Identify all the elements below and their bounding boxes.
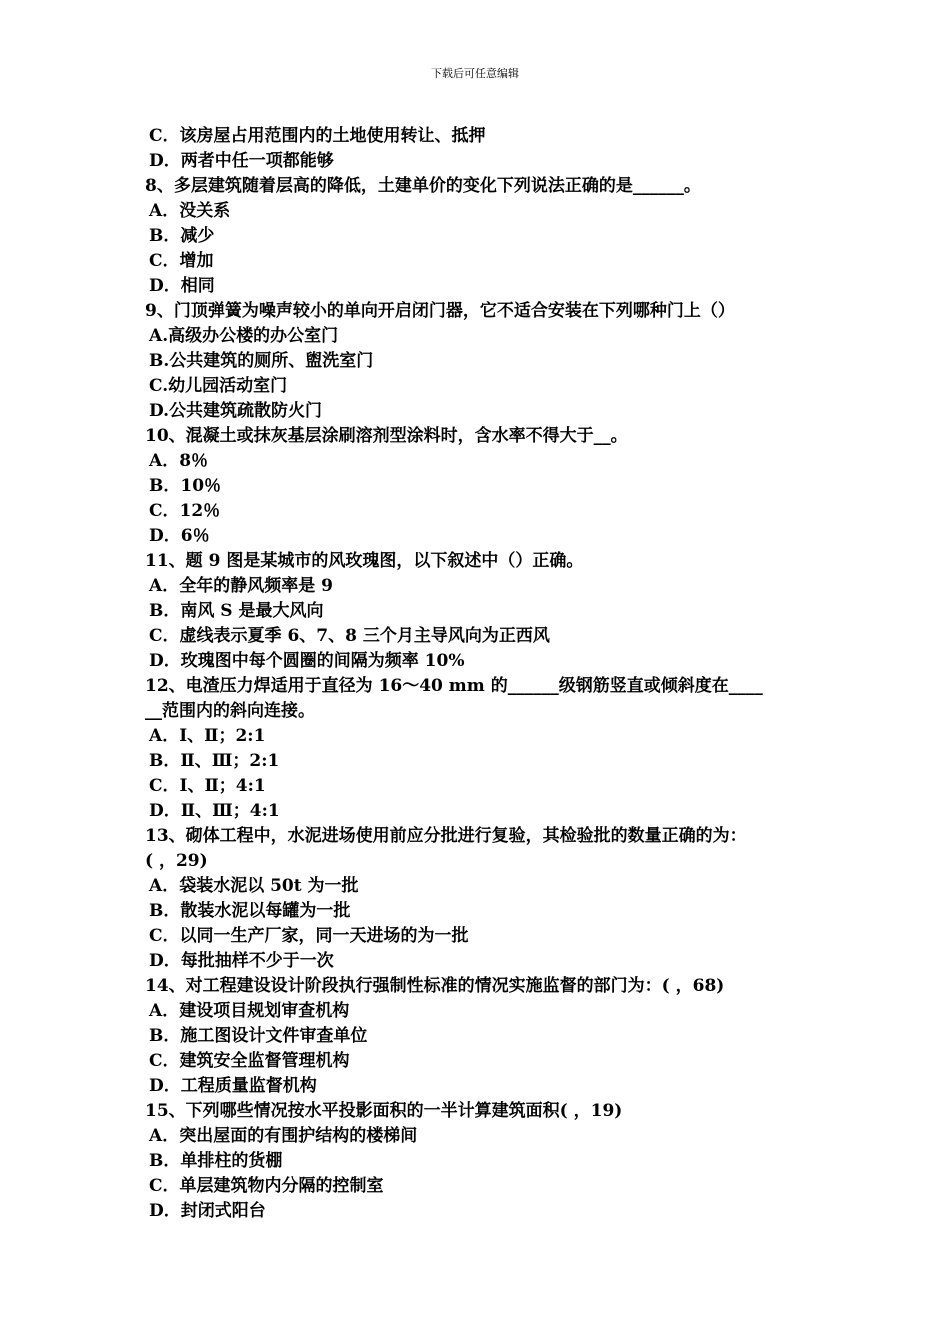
answer-option: D．两者中任一项都能够: [149, 151, 334, 171]
document-body: [145, 124, 825, 1224]
answer-option: A．没关系: [149, 201, 231, 221]
answer-option: D.公共建筑疏散防火门: [149, 401, 323, 421]
answer-option: B．Ⅱ、Ⅲ；2:1: [149, 751, 280, 771]
answer-option: D．6％: [149, 526, 210, 546]
answer-option: B．施工图设计文件审查单位: [149, 1026, 368, 1046]
answer-option: C．增加: [149, 251, 214, 271]
page-header: 下载后可任意编辑: [431, 67, 519, 80]
answer-option: C.幼儿园活动室门: [149, 376, 288, 396]
answer-option: B．10％: [149, 476, 222, 496]
answer-option: C．建筑安全监督管理机构: [149, 1051, 350, 1071]
answer-option: D．工程质量监督机构: [149, 1076, 317, 1096]
question-text: 15、下列哪些情况按水平投影面积的一半计算建筑面积( ，19): [145, 1101, 623, 1121]
answer-option: D．玫瑰图中每个圆圈的间隔为频率 10%: [149, 651, 465, 671]
question-text: ( ，29): [145, 851, 208, 871]
answer-option: B．减少: [149, 226, 215, 246]
answer-option: C．12％: [149, 501, 221, 521]
question-text: 8、多层建筑随着层高的降低，土建单价的变化下列说法正确的是______。: [145, 176, 701, 196]
question-text: 14、对工程建设设计阶段执行强制性标准的情况实施监督的部门为：( ，68): [145, 976, 725, 996]
question-text: 11、题 9 图是某城市的风玫瑰图，以下叙述中（）正确。: [145, 551, 584, 571]
answer-option: B．单排柱的货棚: [149, 1151, 283, 1171]
question-text: 13、砌体工程中，水泥进场使用前应分批进行复验，其检验批的数量正确的为：: [145, 826, 747, 846]
answer-option: C．Ⅰ、Ⅱ；4:1: [149, 776, 266, 796]
answer-option: A．建设项目规划审查机构: [149, 1001, 350, 1021]
question-text: 10、混凝土或抹灰基层涂刷溶剂型涂料时，含水率不得大于__。: [145, 426, 628, 446]
answer-option: C．单层建筑物内分隔的控制室: [149, 1176, 384, 1196]
answer-option: B.公共建筑的厕所、盥洗室门: [149, 351, 374, 371]
answer-option: D．Ⅱ、Ⅲ；4:1: [149, 801, 280, 821]
question-text: 12、电渣压力焊适用于直径为 16～40 mm 的______级钢筋竖直或倾斜度在____: [145, 676, 763, 696]
answer-option: B．散装水泥以每罐为一批: [149, 901, 351, 921]
answer-option: C．虚线表示夏季 6、7、8 三个月主导风向为正西风: [149, 626, 550, 646]
answer-option: A．Ⅰ、Ⅱ；2:1: [149, 726, 266, 746]
answer-option: D．相同: [149, 276, 215, 296]
answer-option: A．袋装水泥以 50t 为一批: [149, 876, 359, 896]
answer-option: A．突出屋面的有围护结构的楼梯间: [149, 1126, 418, 1146]
question-text: 9、门顶弹簧为噪声较小的单向开启闭门器，它不适合安装在下列哪种门上（）: [145, 301, 735, 321]
answer-option: D．每批抽样不少于一次: [149, 951, 334, 971]
answer-option: A．8％: [149, 451, 209, 471]
answer-option: B．南风 S 是最大风向: [149, 601, 324, 621]
question-text: __范围内的斜向连接。: [145, 701, 315, 721]
answer-option: A.高级办公楼的办公室门: [149, 326, 339, 346]
answer-option: D．封闭式阳台: [149, 1201, 266, 1221]
answer-option: C．该房屋占用范围内的土地使用转让、抵押: [149, 126, 486, 146]
answer-option: C．以同一生产厂家，同一天进场的为一批: [149, 926, 469, 946]
answer-option: A．全年的静风频率是 9: [149, 576, 333, 596]
